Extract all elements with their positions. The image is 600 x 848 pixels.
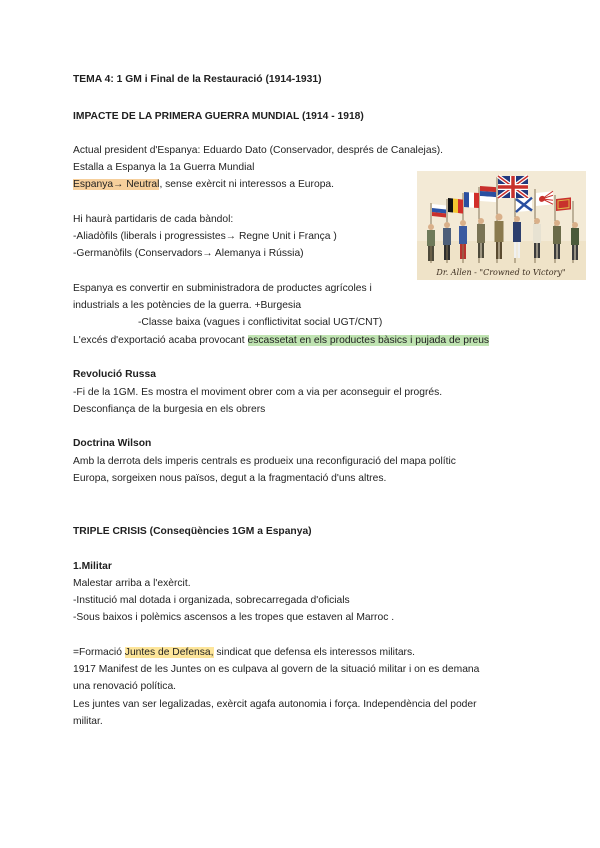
wilson-line-2: Europa, sorgeixen nous països, degut a la fragmentació d'uns altres. bbox=[73, 473, 387, 484]
russian-line-1: -Fi de la 1GM. Es mostra el moviment obrer com a via per aconseguir el progrés. bbox=[73, 387, 443, 398]
supplier-line-1: Espanya es convertir en subministradora de productes agrícoles i bbox=[73, 283, 372, 294]
germans-line: -Germanòfils (Conservadors→ Alemanya i Rússia) bbox=[73, 248, 304, 259]
allies-line: -Aliadòfils (liberals i progressistes→ Regne Unit i França ) bbox=[73, 231, 337, 242]
export-pre: L'excés d'exportació acaba provocant bbox=[73, 335, 248, 346]
neutral-line bbox=[73, 177, 334, 194]
military-line-7: Les juntes van ser legalizadas, exèrcit agafa autonomia i força. Independència del poder bbox=[73, 699, 477, 710]
juntes-highlight: Juntes de Defensa, bbox=[124, 647, 214, 658]
wilson-heading: Doctrina Wilson bbox=[73, 438, 152, 449]
lower-class-line: -Classe baixa (vagues i conflictivitat social UGT/CNT) bbox=[138, 317, 383, 328]
outbreak-line: Estalla a Espanya la 1a Guerra Mundial bbox=[73, 162, 255, 173]
military-line-5: 1917 Manifest de les Juntes on es culpava al govern de la situació militar i on es demana bbox=[73, 664, 480, 675]
military-heading: 1.Militar bbox=[73, 561, 112, 572]
juntes-line bbox=[73, 645, 415, 662]
russian-heading: Revolució Russa bbox=[73, 369, 156, 380]
allied-flags-poster-image bbox=[417, 171, 586, 280]
military-line-1: Malestar arriba a l'exèrcit. bbox=[73, 578, 191, 589]
military-line-2: -Institució mal dotada i organizada, sobrecarregada d'oficials bbox=[73, 595, 350, 606]
military-line-6: una renovació política. bbox=[73, 681, 177, 692]
russian-line-2: Desconfiança de la burgesia en els obrers bbox=[73, 404, 266, 415]
partisans-intro: Hi haurà partidaris de cada bàndol: bbox=[73, 214, 234, 225]
export-highlight: escassetat en els productes bàsics i pujada de preus bbox=[247, 335, 490, 346]
juntes-pre: =Formació bbox=[73, 647, 125, 658]
export-line bbox=[73, 333, 489, 350]
impact-heading: IMPACTE DE LA PRIMERA GUERRA MUNDIAL (1914 - 1918) bbox=[73, 111, 364, 122]
neutral-highlight: Espanya→ Neutral bbox=[73, 179, 160, 190]
military-line-8: militar. bbox=[73, 716, 103, 727]
president-line: Actual president d'Espanya: Eduardo Dato (Conservador, després de Canalejas). bbox=[73, 145, 444, 156]
page-title: TEMA 4: 1 GM i Final de la Restauració (1914-1931) bbox=[73, 74, 322, 85]
military-line-3: -Sous baixos i polèmics ascensos a les tropes que estaven al Marroc . bbox=[73, 612, 395, 623]
triple-heading: TRIPLE CRISIS (Conseqüències 1GM a Espanya) bbox=[73, 526, 312, 537]
poster-caption: Dr. Allen - "Crowned to Victory" bbox=[436, 268, 566, 277]
supplier-line-2: industrials a les potències de la guerra. +Burgesia bbox=[73, 300, 302, 311]
wilson-line-1: Amb la derrota dels imperis centrals es produeix una reconfiguració del mapa polític bbox=[73, 456, 456, 467]
juntes-post: sindicat que defensa els interessos militars. bbox=[213, 647, 415, 658]
neutral-rest: , sense exèrcit ni interessos a Europa. bbox=[159, 179, 335, 190]
